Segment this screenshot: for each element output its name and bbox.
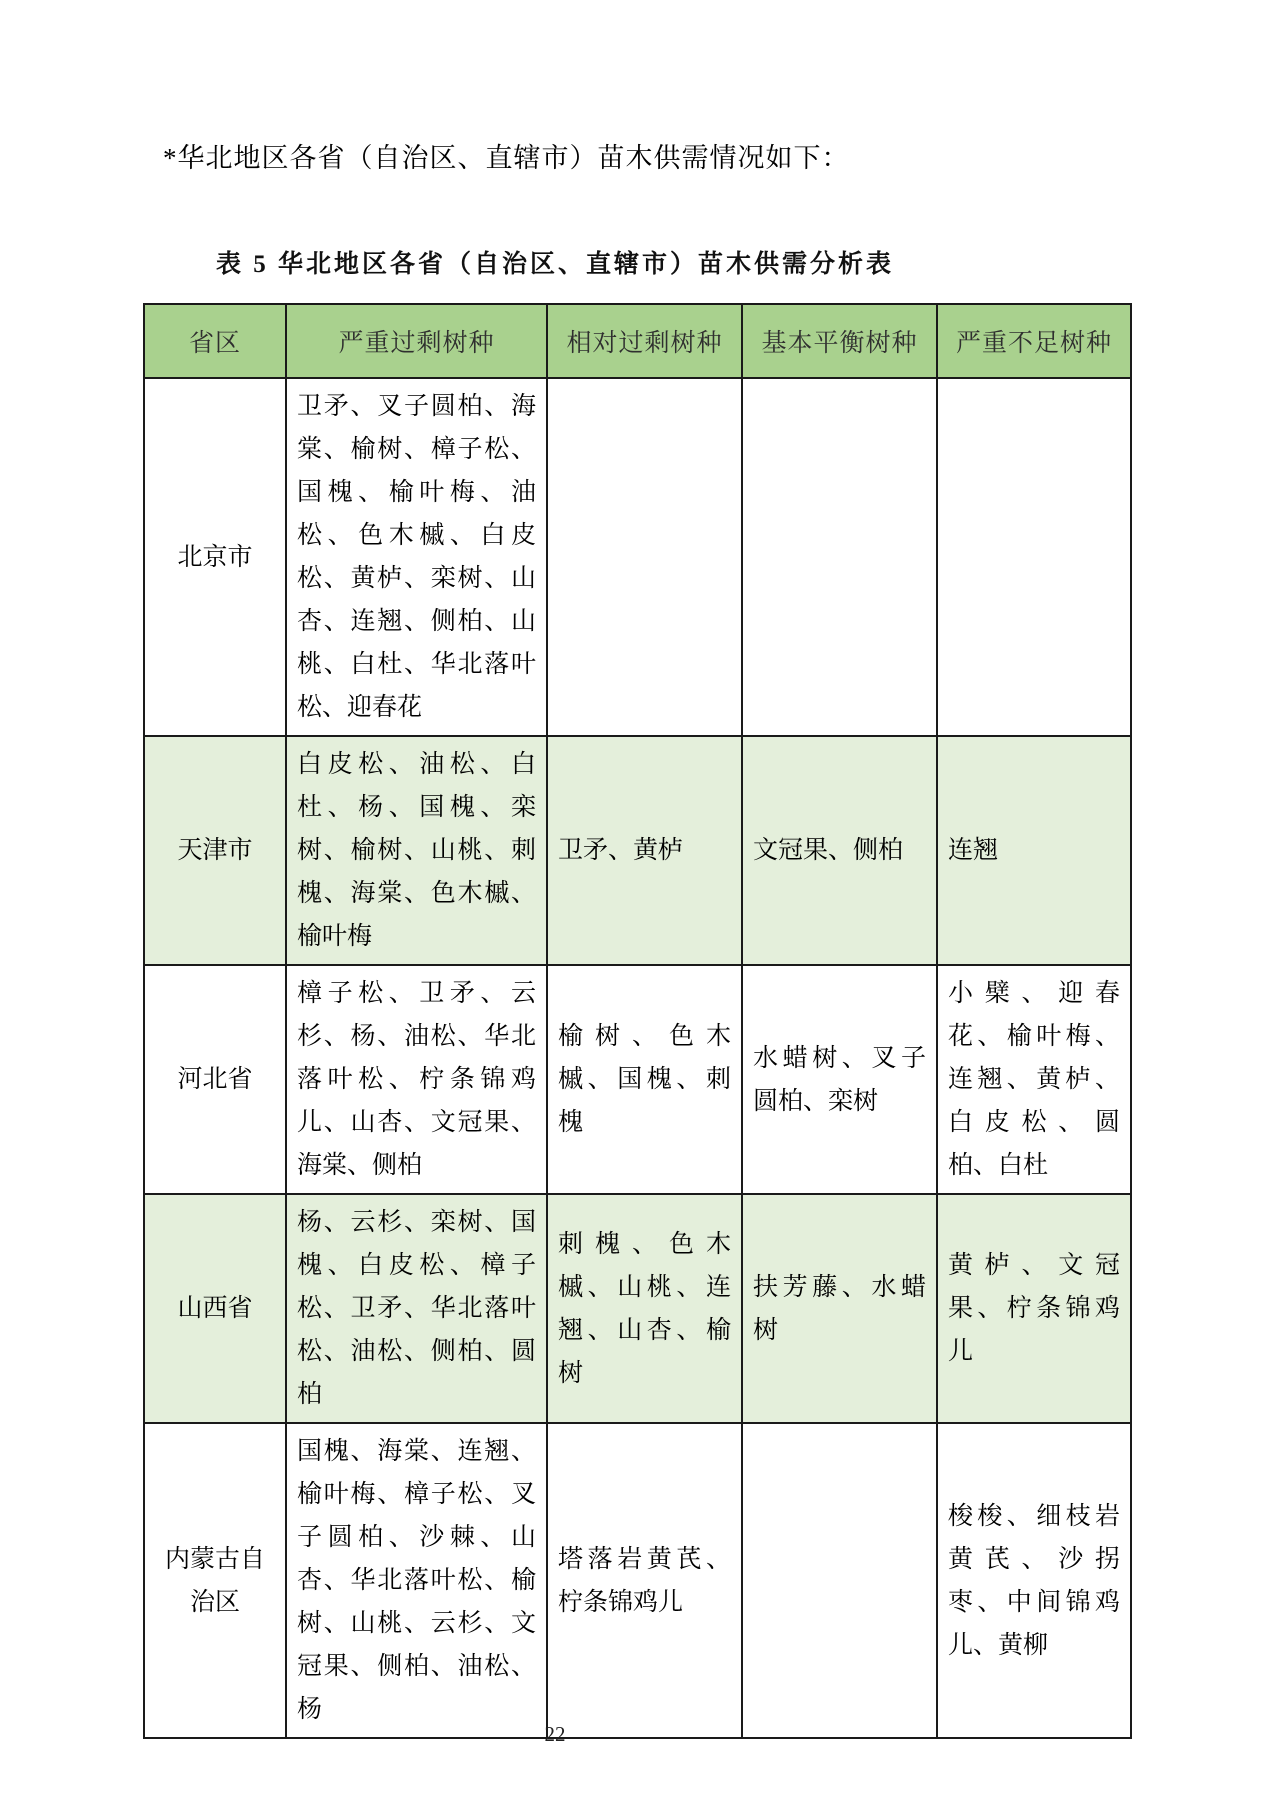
page-number: 22: [544, 1722, 566, 1746]
cell-balanced: 水蜡树、叉子圆柏、栾树: [742, 965, 937, 1194]
table-row-tianjin: [144, 736, 1131, 965]
column-header-balanced: 基本平衡树种: [742, 304, 937, 378]
cell-severe-shortage: [937, 378, 1131, 736]
cell-balanced: 文冠果、侧柏: [742, 736, 937, 965]
table-header-row: [144, 304, 1131, 378]
column-header-relative-surplus: 相对过剩树种: [547, 304, 742, 378]
cell-severe-shortage: 黄栌、文冠果、柠条锦鸡儿: [937, 1194, 1131, 1423]
table-row-beijing: [144, 378, 1131, 736]
cell-relative-surplus: 塔落岩黄芪、柠条锦鸡儿: [547, 1423, 742, 1738]
column-header-severe-shortage: 严重不足树种: [937, 304, 1131, 378]
table-row-neimenggu: [144, 1423, 1131, 1738]
cell-severe-surplus: 杨、云杉、栾树、国槐、白皮松、樟子松、卫矛、华北落叶松、油松、侧柏、圆柏: [286, 1194, 547, 1423]
cell-relative-surplus: [547, 378, 742, 736]
seedling-supply-table: [143, 303, 1132, 1739]
cell-relative-surplus: 刺槐、色木槭、山桃、连翘、山杏、榆树: [547, 1194, 742, 1423]
cell-severe-surplus: 国槐、海棠、连翘、榆叶梅、樟子松、叉子圆柏、沙棘、山杏、华北落叶松、榆树、山桃、云杉、文冠果、侧柏、油松、杨: [286, 1423, 547, 1738]
table-row-shanxi: [144, 1194, 1131, 1423]
cell-relative-surplus: 卫矛、黄栌: [547, 736, 742, 965]
cell-province: 河北省: [144, 965, 286, 1194]
cell-balanced: 扶芳藤、水蜡树: [742, 1194, 937, 1423]
cell-severe-shortage: 连翘: [937, 736, 1131, 965]
cell-province: 天津市: [144, 736, 286, 965]
column-header-severe-surplus: 严重过剩树种: [286, 304, 547, 378]
cell-province: 内蒙古自治区: [144, 1423, 286, 1738]
cell-province: 北京市: [144, 378, 286, 736]
section-heading: *华北地区各省（自治区、直辖市）苗木供需情况如下：: [163, 143, 850, 173]
cell-relative-surplus: 榆树、色木槭、国槐、刺槐: [547, 965, 742, 1194]
cell-severe-surplus: 白皮松、油松、白杜、杨、国槐、栾树、榆树、山桃、刺槐、海棠、色木槭、榆叶梅: [286, 736, 547, 965]
cell-severe-surplus: 樟子松、卫矛、云杉、杨、油松、华北落叶松、柠条锦鸡儿、山杏、文冠果、海棠、侧柏: [286, 965, 547, 1194]
cell-severe-shortage: 小檗、迎春花、榆叶梅、连翘、黄栌、白皮松、圆柏、白杜: [937, 965, 1131, 1194]
cell-balanced: [742, 1423, 937, 1738]
table-row-hebei: [144, 965, 1131, 1194]
column-header-province: 省区: [144, 304, 286, 378]
cell-balanced: [742, 378, 937, 736]
cell-province: 山西省: [144, 1194, 286, 1423]
cell-severe-surplus: 卫矛、叉子圆柏、海棠、榆树、樟子松、国槐、榆叶梅、油松、色木槭、白皮松、黄栌、栾树、山杏、连翘、侧柏、山桃、白杜、华北落叶松、迎春花: [286, 378, 547, 736]
cell-severe-shortage: 梭梭、细枝岩黄芪、沙拐枣、中间锦鸡儿、黄柳: [937, 1423, 1131, 1738]
table-title: 表 5 华北地区各省（自治区、直辖市）苗木供需分析表: [215, 251, 894, 278]
